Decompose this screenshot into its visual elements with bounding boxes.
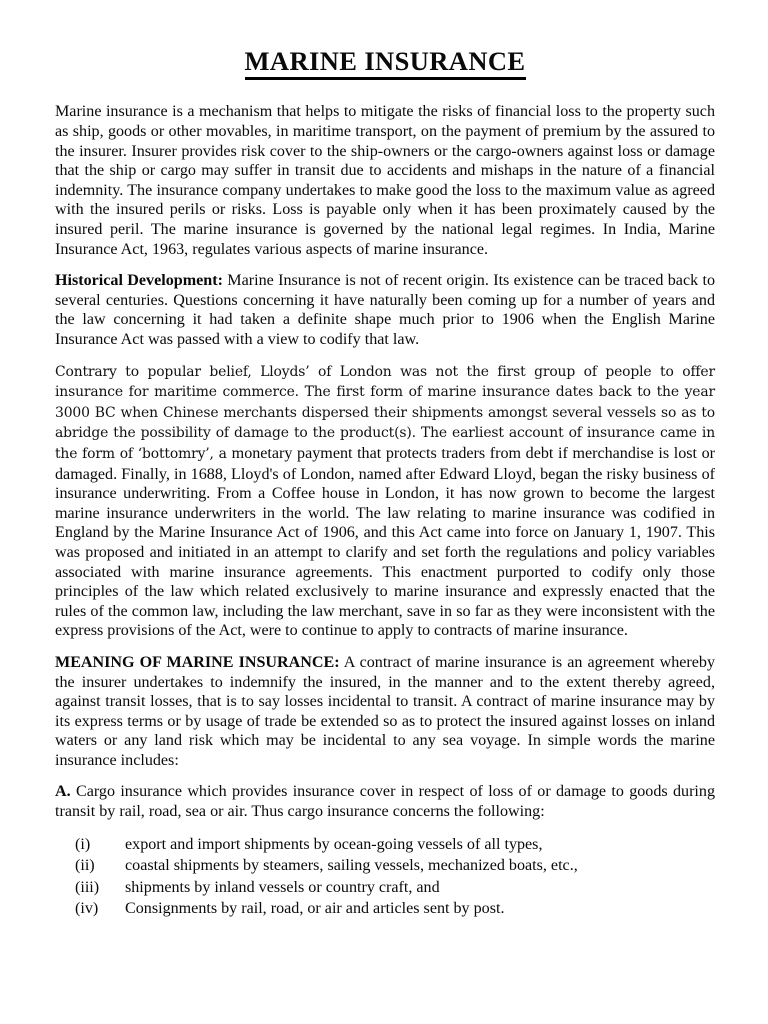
list-item bbox=[55, 877, 715, 899]
list-item-marker: (ii) bbox=[75, 857, 95, 875]
list-item-label: coastal shipments by steamers, sailing vessels, mechanized boats, etc., bbox=[125, 857, 578, 875]
list-item bbox=[55, 898, 715, 920]
page-title-text: MARINE INSURANCE bbox=[245, 46, 526, 80]
list-item-marker: (iii) bbox=[75, 878, 100, 896]
list-item-marker: (iv) bbox=[75, 900, 99, 918]
list-item bbox=[55, 834, 715, 856]
list-item-marker: (i) bbox=[75, 835, 91, 853]
list-item-label: shipments by inland vessels or country craft, and bbox=[125, 878, 440, 896]
paragraph-intro bbox=[55, 102, 715, 259]
paragraph-historical-development-text: Marine Insurance is not of recent origin. Its existence can be traced back to several centuries. Questions concerning it have naturally been coming up for a number of years and the law concerning it had taken a definite shape much prior to 1906 when the English Marine Insurance Act was passed with a view to codify that law. bbox=[55, 272, 716, 348]
cargo-insurance-list bbox=[55, 834, 715, 920]
page-title bbox=[55, 46, 715, 80]
document-body bbox=[55, 46, 715, 920]
paragraph-lloyds-history-text-part-2: monetary payment that protects traders from debt if merchandise is lost or damaged. Finally, in 1688, Lloyd's of London, named after Edward Lloyd, began the risky business of insurance underwriting. From a Coffee house in London, it has now grown to become the largest marine insurance underwriters in the world. The law relating to marine insurance was codified in England by the Marine Insurance Act of 1906, and this Act came into force on January 1, 1907. This was proposed and initiated in an attempt to clarify and set forth the regulations and policy variables associated with marine insurance agreements. This enactment purported to codify only those principles of the law which related exclusively to marine insurance and expressly enacted that the rules of the common law, including the law merchant, save in so far as they were inconsistent with the express provisions of the Act, were to continue to apply to contracts of marine insurance. bbox=[55, 444, 716, 640]
marker-cargo-insurance: A. bbox=[55, 783, 71, 801]
list-item-label: export and import shipments by ocean-going vessels of all types, bbox=[125, 835, 543, 853]
paragraph-lloyds-history-text-part-1: Contrary to popular belief, Lloyds’ of London was not the first group of people to offer insurance for maritime commerce. The first form of marine insurance dates back to the year 3000 BC when Chinese merchants dispersed their shipments amongst several vessels so as to abridge the possibility of damage to the product(s). The earliest account of insurance came in the form of ‘bottomry’, a bbox=[55, 363, 715, 462]
paragraph-cargo-insurance bbox=[55, 782, 715, 821]
paragraph-meaning-of-marine-insurance-text: A contract of marine insurance is an agreement whereby the insurer undertakes to indemnify the insured, in the manner and to the extent thereby agreed, against transit losses, that is to say losses incidental to transit. A contract of marine insurance may by its express terms or by usage of trade be extended so as to protect the insured against losses on inland waters or any land risk which may be incidental to any sea voyage. In simple words the marine insurance includes: bbox=[55, 653, 715, 769]
list-item bbox=[55, 855, 715, 877]
heading-meaning-of-marine-insurance: MEANING OF MARINE INSURANCE: bbox=[55, 653, 340, 671]
paragraph-lloyds-history bbox=[55, 362, 715, 641]
paragraph-intro-text: Marine insurance is a mechanism that helps to mitigate the risks of financial loss to the property such as ship, goods or other movables, in maritime transport, on the payment of premium by the assured to the insurer. Insurer provides risk cover to the ship-owners or the cargo-owners against loss or damage that the ship or cargo may suffer in transit due to accidents and mishaps in the nature of a financial indemnity. The insurance company undertakes to make good the loss to the maximum value as agreed with the insured perils or risks. Loss is payable only when it has been proximately caused by the insured peril. The marine insurance is governed by the national legal regimes. In India, Marine Insurance Act, 1963, regulates various aspects of marine insurance. bbox=[55, 103, 715, 258]
heading-historical-development: Historical Development: bbox=[55, 272, 223, 290]
list-item-label: Consignments by rail, road, or air and articles sent by post. bbox=[125, 900, 505, 918]
paragraph-meaning-of-marine-insurance bbox=[55, 653, 715, 771]
paragraph-historical-development bbox=[55, 271, 715, 349]
paragraph-cargo-insurance-text: Cargo insurance which provides insurance cover in respect of loss of or damage to goods during transit by rail, road, sea or air. Thus cargo insurance concerns the following: bbox=[55, 783, 715, 821]
